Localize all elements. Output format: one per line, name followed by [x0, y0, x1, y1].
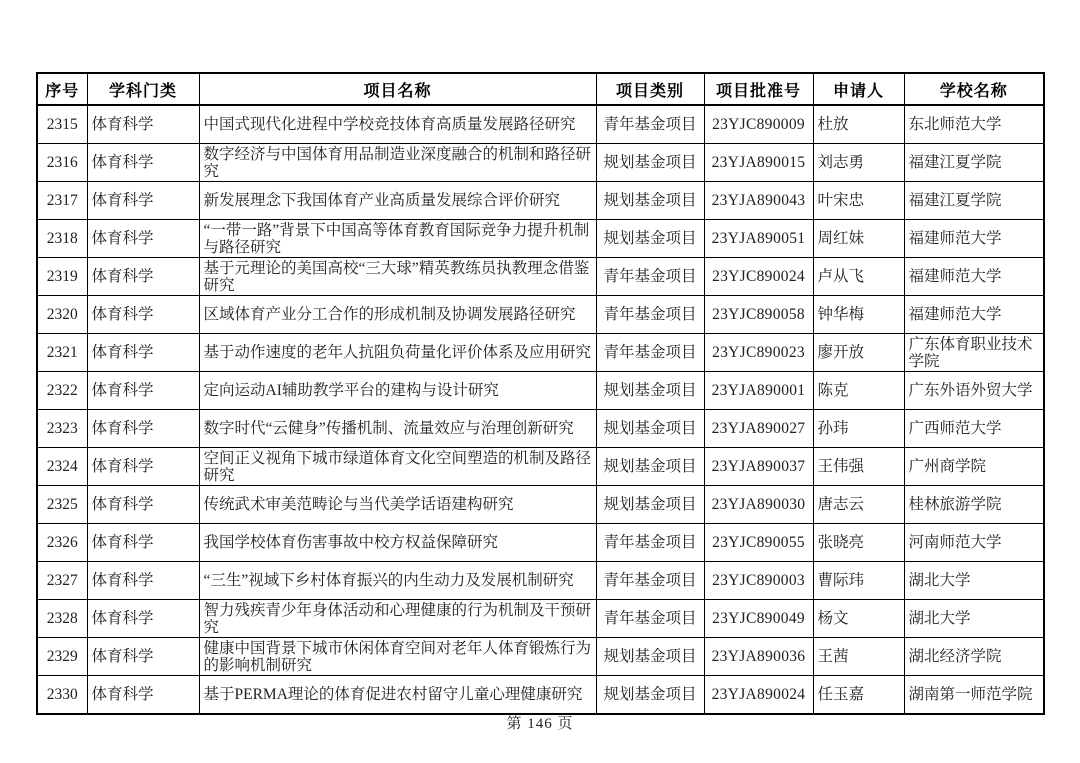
- cell-applicant: 张晓亮: [813, 524, 904, 562]
- cell-school: 广东外语外贸大学: [904, 372, 1044, 410]
- cell-discipline: 体育科学: [87, 600, 199, 638]
- cell-project_name: 定向运动AI辅助教学平台的建构与设计研究: [199, 372, 596, 410]
- cell-seq: 2325: [37, 486, 87, 524]
- cell-applicant: 刘志勇: [813, 144, 904, 182]
- cell-seq: 2320: [37, 296, 87, 334]
- table-row: [37, 144, 1044, 182]
- cell-category: 青年基金项目: [596, 105, 704, 144]
- table-row: [37, 524, 1044, 562]
- cell-seq: 2315: [37, 105, 87, 144]
- cell-discipline: 体育科学: [87, 258, 199, 296]
- cell-approval_no: 23YJC890058: [704, 296, 813, 334]
- cell-applicant: 廖开放: [813, 334, 904, 372]
- column-header-seq: 序号: [37, 73, 87, 105]
- cell-category: 青年基金项目: [596, 562, 704, 600]
- cell-discipline: 体育科学: [87, 562, 199, 600]
- cell-discipline: 体育科学: [87, 448, 199, 486]
- cell-applicant: 叶宋忠: [813, 182, 904, 220]
- page-number: 第 146 页: [506, 716, 574, 732]
- cell-school: 湖北大学: [904, 562, 1044, 600]
- cell-applicant: 任玉嘉: [813, 676, 904, 715]
- cell-category: 青年基金项目: [596, 296, 704, 334]
- cell-applicant: 王茜: [813, 638, 904, 676]
- cell-approval_no: 23YJA890037: [704, 448, 813, 486]
- cell-category: 规划基金项目: [596, 372, 704, 410]
- cell-school: 福建师范大学: [904, 258, 1044, 296]
- cell-discipline: 体育科学: [87, 410, 199, 448]
- cell-seq: 2319: [37, 258, 87, 296]
- cell-project_name: 数字经济与中国体育用品制造业深度融合的机制和路径研究: [199, 144, 596, 182]
- cell-approval_no: 23YJA890030: [704, 486, 813, 524]
- cell-seq: 2327: [37, 562, 87, 600]
- cell-project_name: 区域体育产业分工合作的形成机制及协调发展路径研究: [199, 296, 596, 334]
- cell-approval_no: 23YJA890015: [704, 144, 813, 182]
- cell-category: 青年基金项目: [596, 258, 704, 296]
- cell-seq: 2317: [37, 182, 87, 220]
- cell-approval_no: 23YJC890024: [704, 258, 813, 296]
- cell-category: 规划基金项目: [596, 638, 704, 676]
- cell-project_name: 基于元理论的美国高校“三大球”精英教练员执教理念借鉴研究: [199, 258, 596, 296]
- cell-category: 规划基金项目: [596, 410, 704, 448]
- cell-project_name: 中国式现代化进程中学校竞技体育高质量发展路径研究: [199, 105, 596, 144]
- table-row: [37, 486, 1044, 524]
- table-row: [37, 448, 1044, 486]
- cell-category: 规划基金项目: [596, 486, 704, 524]
- cell-category: 规划基金项目: [596, 676, 704, 715]
- cell-project_name: 基于PERMA理论的体育促进农村留守儿童心理健康研究: [199, 676, 596, 715]
- cell-applicant: 卢从飞: [813, 258, 904, 296]
- cell-school: 河南师范大学: [904, 524, 1044, 562]
- cell-school: 福建师范大学: [904, 220, 1044, 258]
- cell-discipline: 体育科学: [87, 372, 199, 410]
- cell-applicant: 钟华梅: [813, 296, 904, 334]
- cell-project_name: 基于动作速度的老年人抗阻负荷量化评价体系及应用研究: [199, 334, 596, 372]
- cell-school: 湖北大学: [904, 600, 1044, 638]
- table-row: [37, 334, 1044, 372]
- cell-school: 湖北经济学院: [904, 638, 1044, 676]
- table-row: [37, 296, 1044, 334]
- cell-approval_no: 23YJA890043: [704, 182, 813, 220]
- cell-discipline: 体育科学: [87, 182, 199, 220]
- cell-project_name: 新发展理念下我国体育产业高质量发展综合评价研究: [199, 182, 596, 220]
- column-header-school: 学校名称: [904, 73, 1044, 105]
- cell-category: 规划基金项目: [596, 220, 704, 258]
- cell-school: 福建师范大学: [904, 296, 1044, 334]
- cell-seq: 2328: [37, 600, 87, 638]
- cell-approval_no: 23YJA890051: [704, 220, 813, 258]
- cell-approval_no: 23YJA890001: [704, 372, 813, 410]
- cell-discipline: 体育科学: [87, 334, 199, 372]
- cell-school: 福建江夏学院: [904, 182, 1044, 220]
- cell-approval_no: 23YJA890024: [704, 676, 813, 715]
- cell-seq: 2330: [37, 676, 87, 715]
- cell-school: 东北师范大学: [904, 105, 1044, 144]
- table-row: [37, 410, 1044, 448]
- cell-category: 规划基金项目: [596, 182, 704, 220]
- cell-discipline: 体育科学: [87, 296, 199, 334]
- cell-seq: 2329: [37, 638, 87, 676]
- cell-discipline: 体育科学: [87, 524, 199, 562]
- cell-seq: 2321: [37, 334, 87, 372]
- table-row: [37, 105, 1044, 144]
- cell-approval_no: 23YJA890027: [704, 410, 813, 448]
- cell-discipline: 体育科学: [87, 676, 199, 715]
- cell-discipline: 体育科学: [87, 105, 199, 144]
- cell-approval_no: 23YJC890023: [704, 334, 813, 372]
- cell-applicant: 杨文: [813, 600, 904, 638]
- cell-approval_no: 23YJA890036: [704, 638, 813, 676]
- table-header: [37, 73, 1044, 105]
- cell-category: 规划基金项目: [596, 448, 704, 486]
- cell-discipline: 体育科学: [87, 638, 199, 676]
- cell-project_name: 数字时代“云健身”传播机制、流量效应与治理创新研究: [199, 410, 596, 448]
- column-header-category: 项目类别: [596, 73, 704, 105]
- cell-project_name: “一带一路”背景下中国高等体育教育国际竞争力提升机制与路径研究: [199, 220, 596, 258]
- column-header-discipline: 学科门类: [87, 73, 199, 105]
- cell-seq: 2316: [37, 144, 87, 182]
- cell-category: 青年基金项目: [596, 524, 704, 562]
- cell-school: 福建江夏学院: [904, 144, 1044, 182]
- cell-category: 青年基金项目: [596, 334, 704, 372]
- table-row: [37, 220, 1044, 258]
- cell-project_name: 空间正义视角下城市绿道体育文化空间塑造的机制及路径研究: [199, 448, 596, 486]
- table-row: [37, 182, 1044, 220]
- cell-applicant: 周红妹: [813, 220, 904, 258]
- cell-category: 青年基金项目: [596, 600, 704, 638]
- cell-project_name: 智力残疾青少年身体活动和心理健康的行为机制及干预研究: [199, 600, 596, 638]
- column-header-project_name: 项目名称: [199, 73, 596, 105]
- cell-project_name: “三生”视域下乡村体育振兴的内生动力及发展机制研究: [199, 562, 596, 600]
- cell-discipline: 体育科学: [87, 486, 199, 524]
- cell-seq: 2326: [37, 524, 87, 562]
- projects-table: [36, 72, 1045, 715]
- cell-approval_no: 23YJC890055: [704, 524, 813, 562]
- cell-school: 广东体育职业技术学院: [904, 334, 1044, 372]
- table-row: [37, 676, 1044, 715]
- cell-discipline: 体育科学: [87, 144, 199, 182]
- cell-school: 桂林旅游学院: [904, 486, 1044, 524]
- cell-project_name: 健康中国背景下城市休闲体育空间对老年人体育锻炼行为的影响机制研究: [199, 638, 596, 676]
- table-row: [37, 372, 1044, 410]
- cell-approval_no: 23YJC890009: [704, 105, 813, 144]
- cell-approval_no: 23YJC890003: [704, 562, 813, 600]
- cell-school: 广西师范大学: [904, 410, 1044, 448]
- table-body: [37, 105, 1044, 714]
- cell-project_name: 我国学校体育伤害事故中校方权益保障研究: [199, 524, 596, 562]
- table-row: [37, 258, 1044, 296]
- table-row: [37, 600, 1044, 638]
- cell-project_name: 传统武术审美范畴论与当代美学话语建构研究: [199, 486, 596, 524]
- cell-school: 广州商学院: [904, 448, 1044, 486]
- cell-seq: 2324: [37, 448, 87, 486]
- cell-seq: 2323: [37, 410, 87, 448]
- cell-applicant: 孙玮: [813, 410, 904, 448]
- cell-category: 规划基金项目: [596, 144, 704, 182]
- column-header-approval_no: 项目批准号: [704, 73, 813, 105]
- table-row: [37, 638, 1044, 676]
- cell-school: 湖南第一师范学院: [904, 676, 1044, 715]
- cell-applicant: 杜放: [813, 105, 904, 144]
- cell-applicant: 陈克: [813, 372, 904, 410]
- cell-discipline: 体育科学: [87, 220, 199, 258]
- table-header-row: [37, 73, 1044, 105]
- cell-applicant: 曹际玮: [813, 562, 904, 600]
- cell-applicant: 唐志云: [813, 486, 904, 524]
- cell-seq: 2322: [37, 372, 87, 410]
- column-header-applicant: 申请人: [813, 73, 904, 105]
- cell-seq: 2318: [37, 220, 87, 258]
- table-row: [37, 562, 1044, 600]
- cell-approval_no: 23YJC890049: [704, 600, 813, 638]
- cell-applicant: 王伟强: [813, 448, 904, 486]
